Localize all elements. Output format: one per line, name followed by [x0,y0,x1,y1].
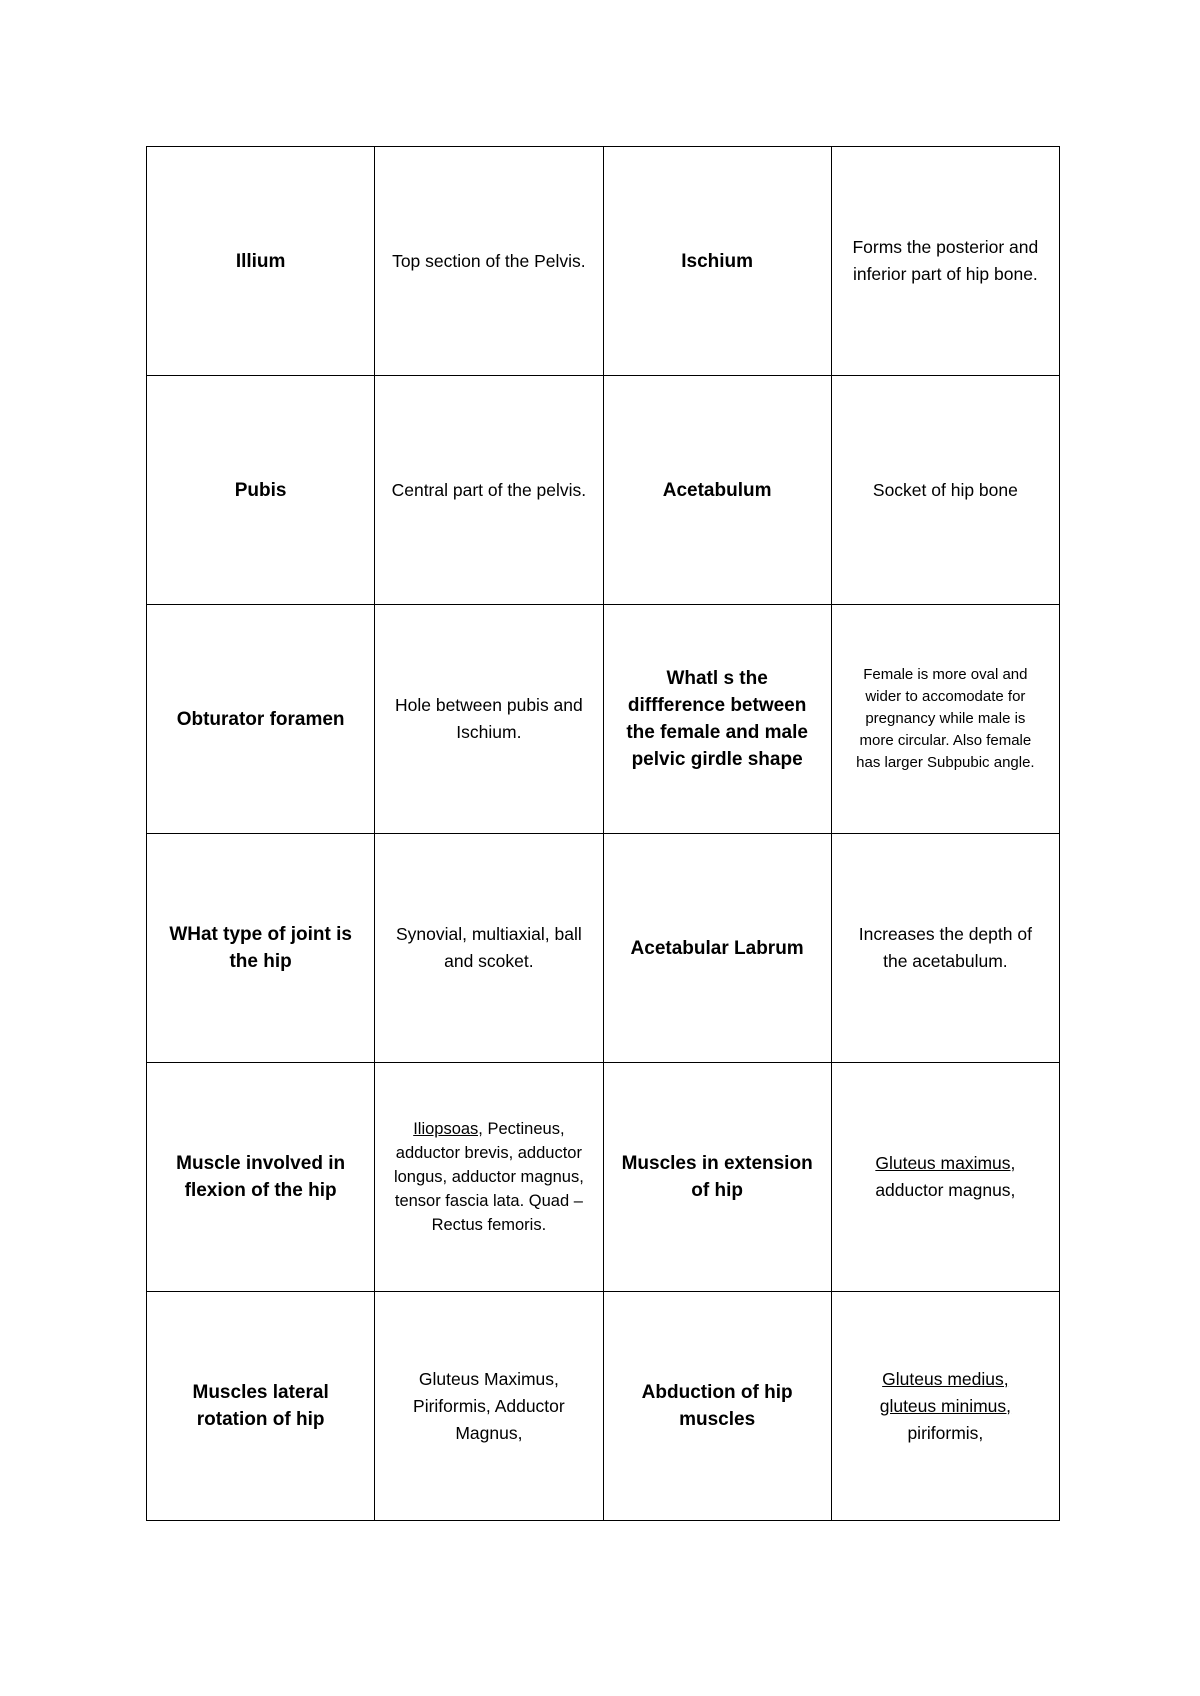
table-row [147,147,1060,376]
definition-cell [831,1292,1059,1521]
underlined-text: Gluteus medius, [882,1368,1009,1389]
definition-cell: Female is more oval and wider to accomodate for pregnancy while male is more circular. Also female has larger Subpubic angle. [831,605,1059,834]
term-cell: WHat type of joint is the hip [147,834,375,1063]
definition-cell [375,1063,603,1292]
definition-cell: Forms the posterior and inferior part of hip bone. [831,147,1059,376]
term-cell: Abduction of hip muscles [603,1292,831,1521]
table-row [147,834,1060,1063]
term-cell: Muscle involved in flexion of the hip [147,1063,375,1292]
term-cell: Ischium [603,147,831,376]
flashcard-table [146,146,1060,1521]
definition-cell: Central part of the pelvis. [375,376,603,605]
definition-cell [831,1063,1059,1292]
term-cell: Obturator foramen [147,605,375,834]
definition-cell: Top section of the Pelvis. [375,147,603,376]
definition-text: piriformis, [907,1422,984,1443]
term-cell: Illium [147,147,375,376]
term-cell: Muscles in extension of hip [603,1063,831,1292]
table-row [147,1292,1060,1521]
term-cell: Muscles lateral rotation of hip [147,1292,375,1521]
definition-text: adductor magnus, [875,1180,1016,1200]
table-row [147,376,1060,605]
term-cell: Acetabulum [603,376,831,605]
table-row [147,605,1060,834]
term-cell: Pubis [147,376,375,605]
table-row [147,1063,1060,1292]
underlined-text: Gluteus maximus, [875,1153,1016,1173]
underlined-text: gluteus minimus, [879,1395,1012,1416]
definition-cell: Gluteus Maximus, Piriformis, Adductor Magnus, [375,1292,603,1521]
term-cell: Whatl s the diffference between the female and male pelvic girdle shape [603,605,831,834]
definition-text: Pectineus, adductor brevis, adductor longus, adductor magnus, tensor fascia lata. Quad – Rectus femoris. [393,1120,584,1234]
definition-cell: Socket of hip bone [831,376,1059,605]
term-cell: Acetabular Labrum [603,834,831,1063]
underlined-text: Iliopsoas, [413,1120,483,1138]
definition-cell: Hole between pubis and Ischium. [375,605,603,834]
definition-cell: Synovial, multiaxial, ball and scoket. [375,834,603,1063]
definition-cell: Increases the depth of the acetabulum. [831,834,1059,1063]
